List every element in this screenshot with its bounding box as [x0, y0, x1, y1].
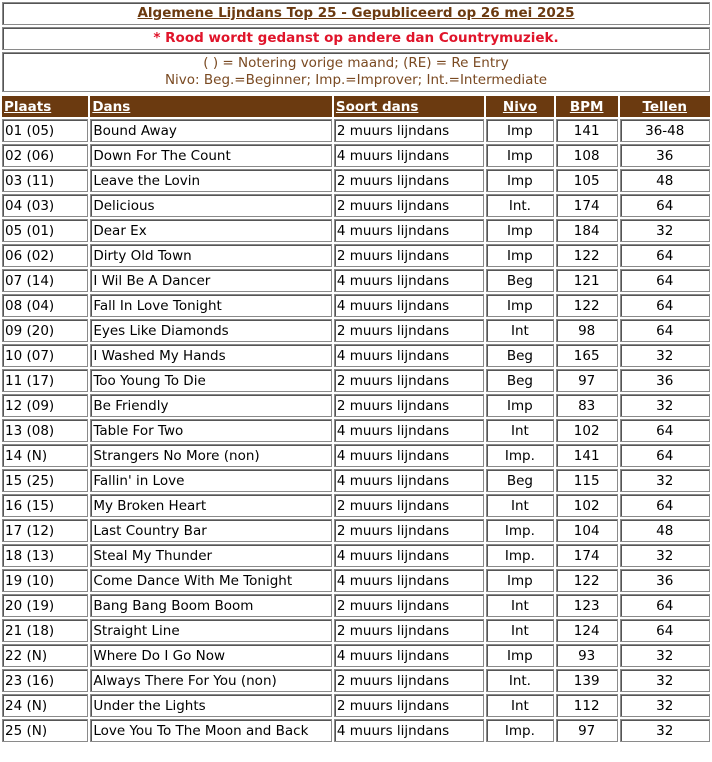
cell-plaats: 19 (10) [2, 569, 88, 592]
cell-plaats: 16 (15) [2, 494, 88, 517]
cell-dans: I Washed My Hands [90, 344, 332, 367]
cell-plaats: 13 (08) [2, 419, 88, 442]
cell-tellen: 64 [620, 244, 711, 267]
cell-dans: Fallin' in Love [90, 469, 332, 492]
cell-nivo: Imp [486, 294, 554, 317]
cell-plaats: 20 (19) [2, 594, 88, 617]
table-row [2, 194, 710, 217]
cell-tellen: 48 [620, 169, 711, 192]
cell-nivo: Int. [486, 669, 554, 692]
cell-plaats: 09 (20) [2, 319, 88, 342]
cell-soort: 2 muurs lijndans [334, 319, 484, 342]
cell-dans: Strangers No More (non) [90, 444, 332, 467]
cell-soort: 4 muurs lijndans [334, 419, 484, 442]
cell-bpm: 174 [556, 544, 618, 567]
cell-soort: 2 muurs lijndans [334, 669, 484, 692]
cell-nivo: Beg [486, 469, 554, 492]
cell-dans: Come Dance With Me Tonight [90, 569, 332, 592]
cell-nivo: Int [486, 619, 554, 642]
cell-nivo: Beg [486, 269, 554, 292]
cell-plaats: 01 (05) [2, 119, 88, 142]
cell-bpm: 108 [556, 144, 618, 167]
cell-plaats: 22 (N) [2, 644, 88, 667]
cell-soort: 2 muurs lijndans [334, 369, 484, 392]
cell-plaats: 17 (12) [2, 519, 88, 542]
cell-dans: Down For The Count [90, 144, 332, 167]
cell-plaats: 18 (13) [2, 544, 88, 567]
cell-tellen: 32 [620, 644, 711, 667]
cell-bpm: 124 [556, 619, 618, 642]
table-row [2, 469, 710, 492]
cell-bpm: 121 [556, 269, 618, 292]
cell-dans: Last Country Bar [90, 519, 332, 542]
cell-bpm: 141 [556, 444, 618, 467]
cell-nivo: Int. [486, 194, 554, 217]
cell-plaats: 25 (N) [2, 719, 88, 742]
cell-nivo: Imp. [486, 444, 554, 467]
cell-nivo: Int [486, 419, 554, 442]
cell-tellen: 64 [620, 494, 711, 517]
table-row [2, 419, 710, 442]
cell-dans: My Broken Heart [90, 494, 332, 517]
cell-soort: 2 muurs lijndans [334, 694, 484, 717]
table-row [2, 244, 710, 267]
cell-plaats: 08 (04) [2, 294, 88, 317]
table-header-row [2, 96, 710, 117]
cell-tellen: 36 [620, 369, 711, 392]
table-row [2, 719, 710, 742]
cell-soort: 2 muurs lijndans [334, 244, 484, 267]
cell-bpm: 97 [556, 719, 618, 742]
cell-dans: Dear Ex [90, 219, 332, 242]
cell-soort: 4 muurs lijndans [334, 569, 484, 592]
cell-nivo: Imp. [486, 719, 554, 742]
col-dans: Dans [90, 96, 332, 117]
cell-bpm: 98 [556, 319, 618, 342]
cell-plaats: 07 (14) [2, 269, 88, 292]
table-row [2, 644, 710, 667]
col-plaats: Plaats [2, 96, 88, 117]
cell-nivo: Int [486, 319, 554, 342]
cell-plaats: 21 (18) [2, 619, 88, 642]
red-note: * Rood wordt gedanst op andere dan Countrymuziek. [2, 27, 710, 50]
cell-soort: 2 muurs lijndans [334, 619, 484, 642]
cell-soort: 2 muurs lijndans [334, 119, 484, 142]
table-row [2, 544, 710, 567]
cell-plaats: 10 (07) [2, 344, 88, 367]
cell-bpm: 105 [556, 169, 618, 192]
table-row [2, 569, 710, 592]
cell-bpm: 102 [556, 419, 618, 442]
cell-soort: 2 muurs lijndans [334, 594, 484, 617]
cell-bpm: 122 [556, 294, 618, 317]
cell-nivo: Imp [486, 244, 554, 267]
cell-plaats: 14 (N) [2, 444, 88, 467]
table-row [2, 144, 710, 167]
cell-dans: Be Friendly [90, 394, 332, 417]
cell-dans: Straight Line [90, 619, 332, 642]
cell-tellen: 32 [620, 219, 711, 242]
cell-dans: Under the Lights [90, 694, 332, 717]
cell-tellen: 36 [620, 569, 711, 592]
cell-tellen: 32 [620, 469, 711, 492]
cell-bpm: 139 [556, 669, 618, 692]
cell-plaats: 04 (03) [2, 194, 88, 217]
cell-plaats: 15 (25) [2, 469, 88, 492]
cell-bpm: 123 [556, 594, 618, 617]
cell-tellen: 64 [620, 594, 711, 617]
cell-bpm: 122 [556, 244, 618, 267]
cell-bpm: 141 [556, 119, 618, 142]
cell-bpm: 184 [556, 219, 618, 242]
table-row [2, 269, 710, 292]
cell-soort: 4 muurs lijndans [334, 344, 484, 367]
cell-tellen: 64 [620, 444, 711, 467]
cell-tellen: 64 [620, 194, 711, 217]
cell-nivo: Imp. [486, 544, 554, 567]
table-row [2, 344, 710, 367]
table-row [2, 669, 710, 692]
legend-line-2: Nivo: Beg.=Beginner; Imp.=Improver; Int.=Intermediate [164, 72, 548, 88]
page-title: Algemene Lijndans Top 25 - Gepubliceerd op 26 mei 2025 [2, 2, 710, 25]
legend [2, 52, 710, 92]
cell-soort: 4 muurs lijndans [334, 219, 484, 242]
table-row [2, 694, 710, 717]
cell-nivo: Beg [486, 369, 554, 392]
cell-soort: 4 muurs lijndans [334, 269, 484, 292]
cell-dans: Too Young To Die [90, 369, 332, 392]
cell-bpm: 122 [556, 569, 618, 592]
cell-dans: Love You To The Moon and Back [90, 719, 332, 742]
cell-nivo: Imp. [486, 519, 554, 542]
table-row [2, 519, 710, 542]
cell-nivo: Imp [486, 119, 554, 142]
cell-nivo: Imp [486, 169, 554, 192]
col-tellen: Tellen [620, 96, 711, 117]
cell-soort: 2 muurs lijndans [334, 494, 484, 517]
cell-dans: Table For Two [90, 419, 332, 442]
table-row [2, 594, 710, 617]
legend-line-1: ( ) = Notering vorige maand; (RE) = Re Entry [203, 55, 509, 71]
cell-tellen: 36-48 [620, 119, 711, 142]
table-row [2, 169, 710, 192]
cell-tellen: 32 [620, 544, 711, 567]
cell-dans: Steal My Thunder [90, 544, 332, 567]
cell-plaats: 02 (06) [2, 144, 88, 167]
top25-table [0, 94, 712, 744]
cell-plaats: 06 (02) [2, 244, 88, 267]
cell-nivo: Int [486, 594, 554, 617]
cell-bpm: 104 [556, 519, 618, 542]
cell-soort: 4 muurs lijndans [334, 144, 484, 167]
cell-bpm: 97 [556, 369, 618, 392]
cell-soort: 2 muurs lijndans [334, 194, 484, 217]
cell-soort: 4 muurs lijndans [334, 444, 484, 467]
cell-soort: 4 muurs lijndans [334, 719, 484, 742]
cell-dans: I Wil Be A Dancer [90, 269, 332, 292]
cell-dans: Dirty Old Town [90, 244, 332, 267]
cell-tellen: 64 [620, 619, 711, 642]
cell-nivo: Int [486, 494, 554, 517]
cell-nivo: Imp [486, 644, 554, 667]
table-row [2, 394, 710, 417]
cell-dans: Bound Away [90, 119, 332, 142]
cell-soort: 4 muurs lijndans [334, 644, 484, 667]
cell-bpm: 83 [556, 394, 618, 417]
cell-nivo: Imp [486, 394, 554, 417]
table-row [2, 294, 710, 317]
cell-soort: 2 muurs lijndans [334, 519, 484, 542]
table-row [2, 119, 710, 142]
cell-tellen: 32 [620, 719, 711, 742]
col-nivo: Nivo [486, 96, 554, 117]
col-soort: Soort dans [334, 96, 484, 117]
cell-bpm: 115 [556, 469, 618, 492]
cell-dans: Eyes Like Diamonds [90, 319, 332, 342]
cell-nivo: Imp [486, 219, 554, 242]
cell-nivo: Imp [486, 569, 554, 592]
header-table [0, 0, 712, 94]
table-row [2, 444, 710, 467]
table-row [2, 494, 710, 517]
cell-plaats: 03 (11) [2, 169, 88, 192]
cell-soort: 4 muurs lijndans [334, 294, 484, 317]
cell-plaats: 05 (01) [2, 219, 88, 242]
cell-soort: 4 muurs lijndans [334, 544, 484, 567]
col-bpm: BPM [556, 96, 618, 117]
cell-tellen: 64 [620, 294, 711, 317]
cell-tellen: 32 [620, 394, 711, 417]
cell-soort: 2 muurs lijndans [334, 394, 484, 417]
cell-bpm: 174 [556, 194, 618, 217]
cell-tellen: 64 [620, 269, 711, 292]
cell-plaats: 11 (17) [2, 369, 88, 392]
cell-tellen: 64 [620, 419, 711, 442]
cell-bpm: 102 [556, 494, 618, 517]
cell-nivo: Int [486, 694, 554, 717]
cell-plaats: 24 (N) [2, 694, 88, 717]
cell-plaats: 23 (16) [2, 669, 88, 692]
table-row [2, 319, 710, 342]
cell-dans: Bang Bang Boom Boom [90, 594, 332, 617]
cell-dans: Fall In Love Tonight [90, 294, 332, 317]
cell-soort: 4 muurs lijndans [334, 469, 484, 492]
cell-bpm: 112 [556, 694, 618, 717]
cell-dans: Where Do I Go Now [90, 644, 332, 667]
cell-dans: Leave the Lovin [90, 169, 332, 192]
cell-tellen: 36 [620, 144, 711, 167]
cell-tellen: 48 [620, 519, 711, 542]
cell-tellen: 64 [620, 319, 711, 342]
cell-nivo: Beg [486, 344, 554, 367]
cell-plaats: 12 (09) [2, 394, 88, 417]
cell-tellen: 32 [620, 694, 711, 717]
cell-tellen: 32 [620, 344, 711, 367]
table-row [2, 219, 710, 242]
cell-tellen: 32 [620, 669, 711, 692]
table-row [2, 619, 710, 642]
table-body [2, 119, 710, 742]
cell-dans: Delicious [90, 194, 332, 217]
cell-bpm: 93 [556, 644, 618, 667]
cell-nivo: Imp [486, 144, 554, 167]
cell-soort: 2 muurs lijndans [334, 169, 484, 192]
cell-bpm: 165 [556, 344, 618, 367]
table-row [2, 369, 710, 392]
cell-dans: Always There For You (non) [90, 669, 332, 692]
